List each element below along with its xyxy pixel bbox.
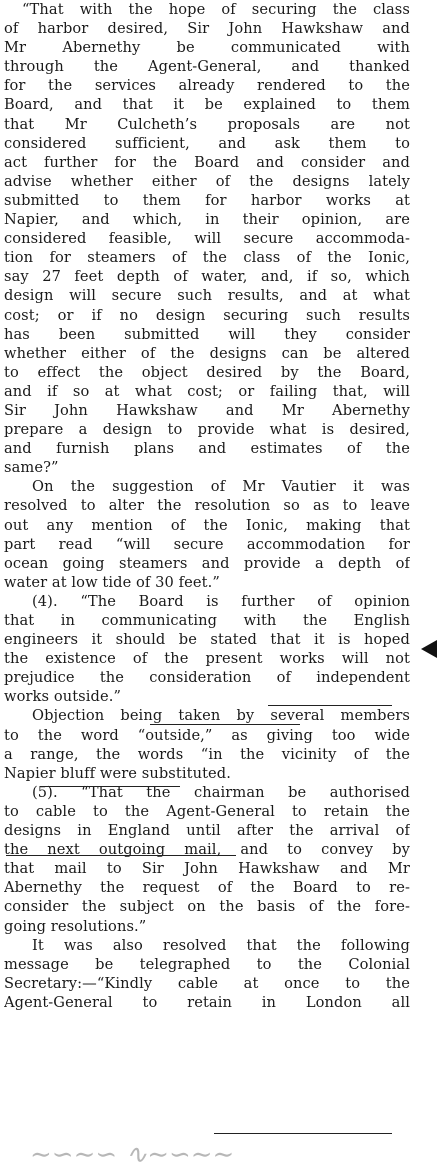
text-line: engineers it should be stated that it is hoped [4,631,410,649]
text-line: and if so at what cost; or failing that, will [4,382,410,400]
text-line: going resolutions.” [4,917,147,935]
text-line: Sir John Hawkshaw and Mr Abernethy [4,401,410,419]
margin-pointer-mark [421,640,437,658]
pencil-underline [150,724,300,725]
text-line: say 27 feet depth of water, and, if so, which [4,268,410,286]
text-line: submitted to them for harbor works at [4,191,410,209]
text-line: On the suggestion of Mr Vautier it was [32,478,410,496]
text-line: Board, and that it be explained to them [4,96,410,114]
text-line: same?” [4,459,59,477]
text-line: resolved to alter the resolution so as to leave [4,497,410,515]
paragraph-telegram [4,936,410,1012]
text-line: a range, the words “in the vicinity of the [4,745,410,763]
text-line: Secretary:—“Kindly cable at once to the [4,974,410,992]
text-line: of harbor desired, Sir John Hawkshaw and [4,20,410,38]
text-line: cost; or if no design securing such results [4,306,410,324]
text-line: consider the subject on the basis of the fore- [4,898,410,916]
text-line: Agent-General to retain in London all [4,993,410,1011]
text-line: through the Agent-General, and thanked [4,58,410,76]
text-line: tion for steamers of the class of the Ionic, [4,249,410,267]
text-line: Mr Abernethy be communicated with [4,39,410,57]
text-line: and furnish plans and estimates of the [4,440,410,458]
text-line: considered sufficient, and ask them to [4,134,410,152]
text-line: water at low tide of 30 feet.” [4,573,220,591]
paragraph-vautier-amendment [4,477,410,592]
pencil-scribble: ∼∽∼∽ ∿∼∽∼∼ [30,1140,235,1163]
text-line: that in communicating with the English [4,612,410,629]
paragraph-resolution-3 [4,0,410,477]
text-line: Abernethy the request of the Board to re- [4,879,410,897]
text-line: considered feasible, will secure accommoda- [4,230,410,248]
text-line: part read “will secure accommodation for [4,535,410,553]
pencil-underline [214,1133,392,1134]
text-line: Napier bluff were substituted. [4,764,231,782]
text-line: act further for the Board and consider and [4,153,410,171]
text-line: Objection being taken by several members [32,707,410,725]
pencil-underline [40,786,180,787]
text-line: the existence of the present works will not [4,650,410,668]
text-line: prejudice the consideration of independent [4,669,410,687]
text-line: ocean going steamers and provide a depth of [4,554,410,572]
text-line: It was also resolved that the following [32,936,410,954]
pencil-underline [268,705,392,706]
text-line: designs in England until after the arrival of [4,822,410,840]
text-line: design will secure such results, and at what [4,287,410,305]
text-line: the next outgoing mail, and to convey by [4,841,410,859]
text-line: that Mr Culcheth’s proposals are not [4,115,410,133]
text-line: whether either of the designs can be altered [4,344,410,362]
text-line: that mail to Sir John Hawkshaw and Mr [4,860,410,878]
text-line: works outside.” [4,688,122,706]
newspaper-column [4,0,410,1163]
text-line: for the services already rendered to the [4,77,410,95]
text-line: out any mention of the Ionic, making that [4,516,410,534]
paragraph-objection [4,706,410,782]
paragraph-resolution-5 [4,783,410,936]
text-line: advise whether either of the designs lately [4,172,410,190]
text-line: has been submitted will they consider [4,325,410,343]
pencil-underline [6,855,236,856]
text-line: to cable to the Agent-General to retain the [4,802,410,820]
text-line: message be telegraphed to the Colonial [4,955,410,973]
text-line: (5). “That the chairman be authorised [32,783,410,801]
text-line: (4). “The Board is further of opinion [32,592,410,610]
text-line: prepare a design to provide what is desired, [4,421,410,439]
text-line: “That with the hope of securing the class [22,1,410,18]
paragraph-resolution-4 [4,592,410,707]
text-line: to the word “outside,” as giving too wide [4,726,410,744]
text-line: to effect the object desired by the Board, [4,363,410,381]
text-line: Napier, and which, in their opinion, are [4,211,410,229]
